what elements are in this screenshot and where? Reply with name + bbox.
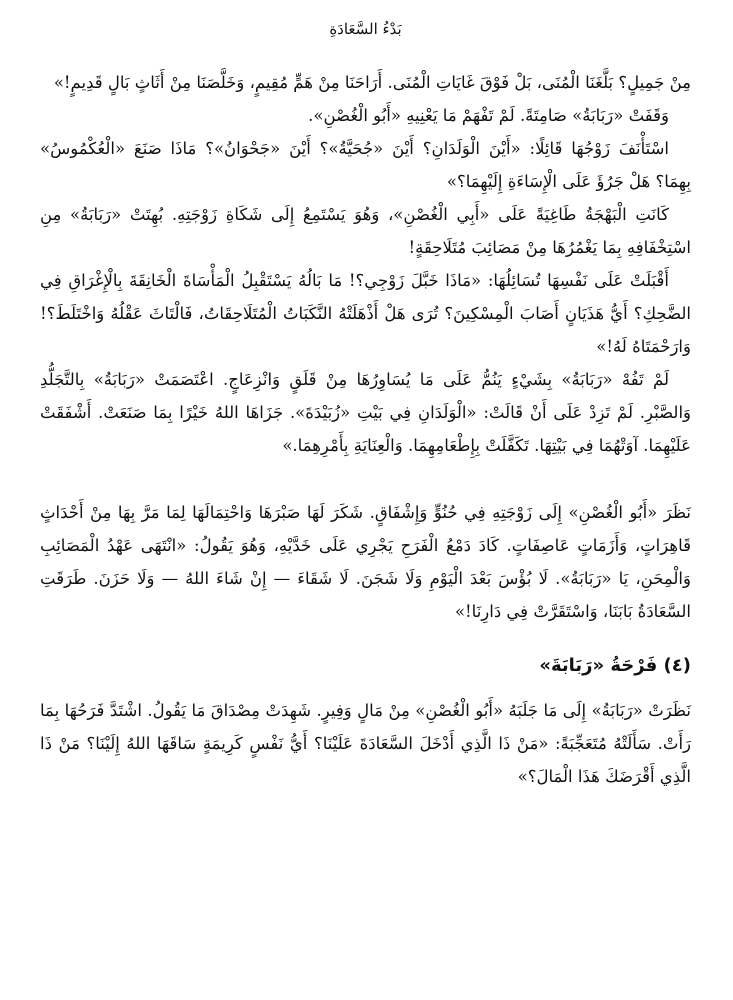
paragraph: أَقْبَلَتْ عَلَى نَفْسِهَا تُسَائِلُهَا: «مَاذَا خَبَّلَ زَوْجِي؟! مَا بَالُهُ يَسْتَقْبِلُ الْمَأْسَاةَ الْخَانِقَةَ بِالْإِغْرَاقِ فِي الضَّحِكِ؟ أَيُّ هَذَيَانٍ أَصَابَ الْمِسْكِينَ؟ تُرَى هَلْ أَذْهَلَتْهُ النَّكَبَاتُ الْمُتَلَاحِقَاتُ، فَالْتَاثَ عَقْلُهُ وَاخْتَلَطَ؟! وَارَحْمَتَاهُ لَهُ!» xyxy=(40,271,691,356)
paragraph: وَقَفَتْ «رَبَابَةُ» صَامِتَةً. لَمْ تَفْهَمْ مَا يَعْنِيهِ «أَبُو الْغُصْنِ». xyxy=(308,106,669,125)
section-heading: (٤) فَرْحَةُ «رَبَابَةَ» xyxy=(539,655,691,676)
running-header: بَدْءُ السَّعَادَةِ xyxy=(329,20,402,38)
paragraph: نَظَرَتْ «رَبَابَةُ» إِلَى مَا جَلَبَهُ «أَبُو الْغُصْنِ» مِنْ مَالٍ وَفِيرٍ. شَهِدَتْ مِصْدَاقَ مَا يَقُولُ. اشْتَدَّ فَرَحُهَا بِمَا رَأَتْ. سَأَلَتْهُ مُتَعَجِّبَةً: «مَنْ ذَا الَّذِي أَدْخَلَ السَّعَادَةَ عَلَيْنَا؟ أَيُّ نَفْسٍ كَرِيمَةٍ سَاقَهَا اللهُ إِلَيْنَا؟ مَنْ ذَا الَّذِي أَقْرَضَكَ هَذَا الْمَالَ؟» xyxy=(40,701,691,786)
text-block-2 xyxy=(40,496,691,628)
paragraph: نَظَرَ «أَبُو الْغُصْنِ» إِلَى زَوْجَتِهِ فِي حُنُوٍّ وَإِشْفَاقٍ. شَكَرَ لَهَا صَبْرَهَا وَاحْتِمَالَهَا لِمَا مَرَّ بِهَا مِنْ أَحْدَاثٍ قَاهِرَاتٍ، وَأَزَمَاتٍ عَاصِفَاتٍ. كَادَ دَمْعُ الْفَرَحِ يَجْرِي عَلَى خَدَّيْهِ، وَهُوَ يَقُولُ: «انْتَهَى عَهْدُ الْمَصَائِبِ وَالْمِحَنِ، يَا «رَبَابَةُ». لَا بُؤْسَ بَعْدَ الْيَوْمِ وَلَا شَجَنَ. لَا شَقَاءَ — إِنْ شَاءَ اللهُ — وَلَا حَزَنَ. طَرَقَتِ السَّعَادَةُ بَابَنَا، وَاسْتَقَرَّتْ فِي دَارِنَا!» xyxy=(40,503,691,621)
paragraph: اسْتَأْنَفَ زَوْجُهَا قَائِلًا: «أَيْنَ الْوَلَدَانِ؟ أَيْنَ «جُحَيَّةُ»؟ أَيْنَ «جَحْوَانُ»؟ مَاذَا صَنَعَ «الْعُكْمُوسُ» بِهِمَا؟ هَلْ جَرُؤَ عَلَى الْإِسَاءَةِ إِلَيْهِمَا؟» xyxy=(40,139,691,191)
paragraph: كَانَتِ الْبَهْجَةُ طَاغِيَةً عَلَى «أَبِي الْغُصْنِ»، وَهُوَ يَسْتَمِعُ إِلَى شَكَاةِ زَوْجَتِهِ. بُهِتَتْ «رَبَابَةُ» مِنِ اسْتِخْفَافِهِ بِمَا يَغْمُرُهَا مِنْ مَصَائِبَ مُتَلَاحِقَةٍ! xyxy=(40,205,691,257)
paragraph: لَمْ تَفُهْ «رَبَابَةُ» بِشَيْءٍ يَنُمُّ عَلَى مَا يُسَاوِرُهَا مِنْ قَلَقٍ وَانْزِعَاجٍ. اعْتَصَمَتْ «رَبَابَةُ» بِالتَّجَلُّدِ وَالصَّبْرِ. لَمْ تَزِدْ عَلَى أَنْ قَالَتْ: «الْوَلَدَانِ فِي بَيْتِ «زُبَيْدَةَ». جَزَاهَا اللهُ خَيْرًا بِمَا صَنَعَتْ. أَشْفَقَتْ عَلَيْهِمَا. آوَتْهُمَا فِي بَيْتِهَا. تَكَفَّلَتْ بِإِطْعَامِهِمَا. وَالْعِنَايَةِ بِأَمْرِهِمَا.» xyxy=(40,370,691,455)
section-break-space xyxy=(40,462,691,496)
text-block-1 xyxy=(40,66,691,462)
text-block-3 xyxy=(40,694,691,793)
paragraph: مِنْ جَمِيلٍ؟ بَلَّغَنَا الْمُنَى، بَلْ فَوْقَ غَايَاتِ الْمُنَى. أَرَاحَنَا مِنْ هَمٍّ مُقِيمٍ، وَخَلَّصَنَا مِنْ أَثَاثٍ بَالٍ قَدِيمٍ!» xyxy=(53,73,691,92)
